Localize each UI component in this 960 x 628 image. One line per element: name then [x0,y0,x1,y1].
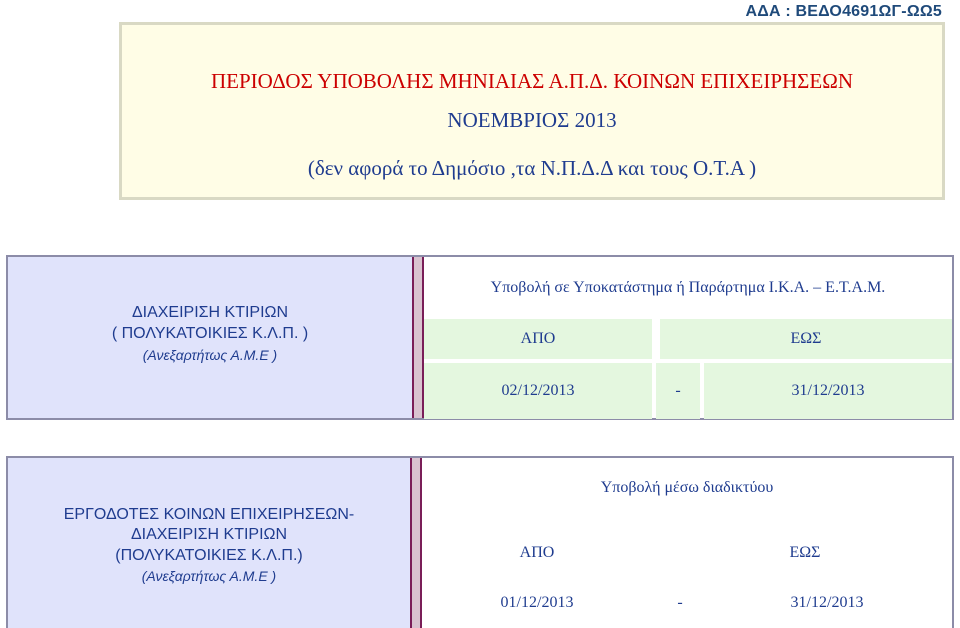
section2-left-line2: ΔΙΑΧΕΙΡΙΣΗ ΚΤΙΡΙΩΝ [130,526,288,543]
section1-right-panel [424,257,952,418]
section1-from-label: ΑΠΟ [424,319,652,359]
section2-dash: - [677,594,683,611]
section1-dash: - [656,363,700,419]
section1-left-line3: (Ανεξαρτήτως Α.Μ.Ε ) [142,347,278,363]
section1-from-date: 02/12/2013 [424,363,652,419]
section2-left-line3: (ΠΟΛΥΚΑΤΟΙΚΙΕΣ Κ.Λ.Π.) [115,547,303,564]
section2-divider [410,458,422,628]
section1-left-panel [8,257,412,418]
section1-divider [412,257,424,418]
header-title: ΠΕΡΙΟΔΟΣ ΥΠΟΒΟΛΗΣ ΜΗΝΙΑΙΑΣ Α.Π.Δ. ΚΟΙΝΩΝ ΕΠΙΧΕΙΡΗΣΕΩΝ [211,69,853,93]
section1-heading: Υποβολή σε Υποκατάστημα ή Παράρτημα Ι.Κ.Α. – Ε.Τ.Α.Μ. [490,279,886,296]
section2-left-panel [8,458,410,628]
section2-right-panel [422,458,952,628]
section2-from-label: ΑΠΟ [519,544,555,561]
ada-code: ΑΔΑ : ΒΕΔΟ4691ΩΓ-ΩΩ5 [745,3,942,20]
section2-left-line4: (Ανεξαρτήτως Α.Μ.Ε ) [141,568,277,584]
section1-to-date: 31/12/2013 [704,363,952,419]
header-box [119,22,945,200]
section1-left-line1: ΔΙΑΧΕΙΡΙΣΗ ΚΤΙΡΙΩΝ [131,304,289,321]
section-online-submission [6,456,954,628]
section-branch-submission [6,255,954,420]
section2-to-date: 31/12/2013 [790,594,864,611]
section1-left-line2: ( ΠΟΛΥΚΑΤΟΙΚΙΕΣ Κ.Λ.Π. ) [111,325,309,342]
section1-to-label: ΕΩΣ [660,319,952,359]
section2-to-label: ΕΩΣ [789,544,821,561]
section2-from-date: 01/12/2013 [500,594,574,611]
section2-left-line1: ΕΡΓΟΔΟΤΕΣ ΚΟΙΝΩΝ ΕΠΙΧΕΙΡΗΣΕΩΝ- [63,506,355,523]
header-note: (δεν αφορά το Δημόσιο ,τα Ν.Π.Δ.Δ και τους Ο.Τ.Α ) [307,156,757,180]
header-period: ΝΟΕΜΒΡΙΟΣ 2013 [447,108,617,132]
section2-heading: Υποβολή μέσω διαδικτύου [600,479,774,496]
